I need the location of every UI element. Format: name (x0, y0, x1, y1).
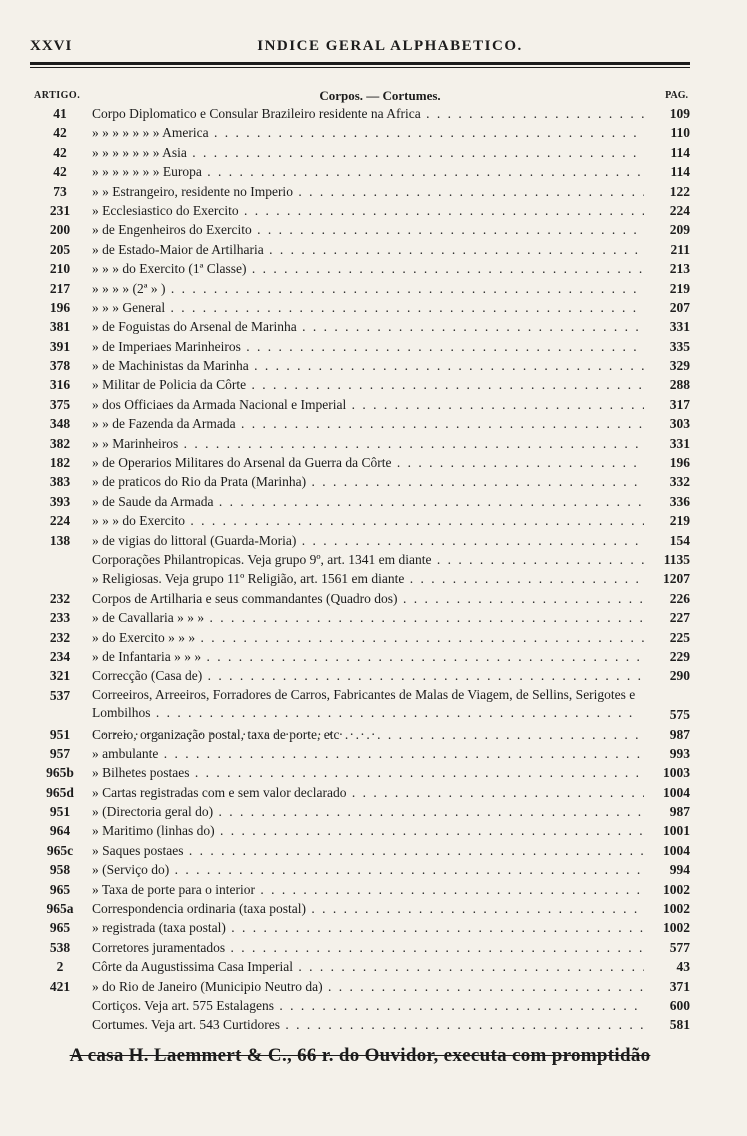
entry-article: 537 (49, 687, 71, 703)
entry-text: Correio, organização postal, taxa de porte, etc . . . (92, 725, 644, 744)
index-entry (30, 492, 690, 511)
entry-text: Correspondencia ordinaria (taxa postal) . . . (92, 899, 644, 918)
entry-text: Correeiros, Arreeiros, Forradores de Carros, Fabricantes de Malas de Viagem, de Sellins, Serigotes e Lombilhos . . . (92, 686, 644, 740)
entry-page: 332 (669, 474, 690, 490)
entry-page: 229 (669, 648, 690, 664)
index-entry (30, 880, 690, 899)
index-entry (30, 143, 690, 162)
entry-text: » ambulante . . . (92, 744, 644, 763)
entry-page: 224 (669, 202, 690, 218)
entry-page: 219 (669, 513, 690, 529)
entry-text: » Saques postaes . . . (92, 841, 644, 860)
index-entry (30, 569, 690, 588)
entry-text: » de Foguistas do Arsenal de Marinha . . . (92, 317, 644, 336)
index-entry (30, 918, 690, 937)
entry-article: 321 (49, 668, 71, 684)
entry-article: 957 (49, 745, 71, 761)
entry-page: 211 (670, 241, 690, 257)
index-entry (30, 763, 690, 782)
index-entry (30, 104, 690, 123)
entry-article: 958 (49, 862, 71, 878)
column-header (30, 88, 690, 104)
entry-text: » Cartas registradas com e sem valor declarado . . . (92, 783, 644, 802)
index-entry (30, 162, 690, 181)
index-entry (30, 783, 690, 802)
entry-page: 1004 (663, 784, 690, 800)
entry-page: 994 (669, 862, 690, 878)
entry-article: 964 (49, 823, 71, 839)
entry-page: 227 (669, 610, 690, 626)
entry-page: 290 (669, 668, 690, 684)
entry-article: 200 (49, 222, 71, 238)
entry-article: 73 (53, 183, 67, 199)
index-entry (30, 337, 690, 356)
entry-article: 231 (49, 202, 71, 218)
entry-page: 581 (669, 1017, 690, 1033)
entry-text: » (Serviço do) . . . (92, 860, 644, 879)
index-entry (30, 725, 690, 744)
entry-article: 965 (49, 920, 71, 936)
index-entry (30, 240, 690, 259)
entry-article: 538 (49, 939, 71, 955)
entry-text: » » » » » » » America . . . (92, 123, 644, 142)
entry-text: » » » » » » » Asia . . . (92, 143, 644, 162)
index-entry (30, 375, 690, 394)
entry-article: 41 (53, 106, 67, 121)
entry-page: 1001 (663, 823, 690, 839)
entry-text: Correcção (Casa de) . . . (92, 666, 644, 685)
index-entry (30, 821, 690, 840)
index-entry (30, 259, 690, 278)
entry-page: 226 (669, 590, 690, 606)
index-entry (30, 511, 690, 530)
entry-page: 109 (669, 106, 690, 121)
entry-article: 421 (49, 978, 71, 994)
index-entry (30, 666, 690, 685)
index-entry (30, 647, 690, 666)
entry-article: 375 (49, 396, 71, 412)
entry-article: 42 (53, 144, 67, 160)
entry-page: 154 (669, 532, 690, 548)
index-entry (30, 201, 690, 220)
index-entry (30, 1015, 690, 1034)
entry-page: 122 (669, 183, 690, 199)
entry-page: 329 (669, 358, 690, 374)
entry-text: » Ecclesiastico do Exercito . . . (92, 201, 644, 220)
entry-article: 138 (49, 532, 71, 548)
entry-article: 965c (46, 842, 74, 858)
entry-article: 381 (49, 319, 71, 335)
index-entry (30, 182, 690, 201)
entry-article: 383 (49, 474, 71, 490)
index-entry (30, 279, 690, 298)
entry-page: 110 (670, 125, 690, 141)
entry-text: Corpo Diplomatico e Consular Brazileiro residente na Africa . . . (92, 104, 644, 123)
entry-page: 600 (669, 997, 690, 1013)
entry-page: 993 (669, 745, 690, 761)
page-number: XXVI (30, 38, 73, 54)
index-entry (30, 434, 690, 453)
index-entry (30, 589, 690, 608)
section-heading: Corpos. — Cortumes. (319, 88, 441, 103)
page-header (30, 36, 690, 60)
entry-text: » Religiosas. Veja grupo 11º Religião, art. 1561 em diante . . . (92, 569, 644, 588)
entry-article: 196 (49, 299, 71, 315)
index-entry (30, 298, 690, 317)
entry-page: 1002 (663, 901, 690, 917)
entry-article: 232 (49, 629, 71, 645)
entry-page: 114 (670, 164, 690, 180)
index-entry (30, 860, 690, 879)
entry-page: 219 (669, 280, 690, 296)
entry-page: 209 (669, 222, 690, 238)
entry-page: 577 (669, 939, 690, 955)
index-entry (30, 531, 690, 550)
entry-text: » » » do Exercito . . . (92, 511, 644, 530)
index-entry (30, 957, 690, 976)
index-entry (30, 472, 690, 491)
index-entry (30, 938, 690, 957)
entry-article: 205 (49, 241, 71, 257)
entry-text: » Maritimo (linhas do) . . . (92, 821, 644, 840)
index-entry (30, 841, 690, 860)
index-entry (30, 744, 690, 763)
entry-text: » Taxa de porte para o interior . . . (92, 880, 644, 899)
entry-text: » de Imperiaes Marinheiros . . . (92, 337, 644, 356)
index-entry (30, 802, 690, 821)
index-entry (30, 453, 690, 472)
entry-article: 951 (49, 726, 71, 742)
entry-page: 1003 (663, 765, 690, 781)
entry-article: 232 (49, 590, 71, 606)
entry-page: 1135 (663, 551, 690, 567)
index-entry (30, 686, 690, 725)
entry-page: 987 (669, 804, 690, 820)
index-entry (30, 996, 690, 1015)
entry-article: 965b (46, 765, 74, 781)
entry-text: » de Infantaria » » » . . . (92, 647, 644, 666)
index-entry (30, 356, 690, 375)
column-article-label: ARTIGO. (34, 90, 81, 101)
entry-article: 42 (53, 164, 67, 180)
entry-text: » do Rio de Janeiro (Municipio Neutro da) . . . (92, 977, 644, 996)
entry-text: Cortiços. Veja art. 575 Estalagens . . . (92, 996, 644, 1015)
entry-article: 965d (46, 784, 74, 800)
entry-text: » de Estado-Maior de Artilharia . . . (92, 240, 644, 259)
header-rule-thick (30, 62, 690, 65)
entry-text: » » » » » » » Europa . . . (92, 162, 644, 181)
entry-page: 331 (669, 435, 690, 451)
entry-article: 2 (56, 959, 64, 975)
entry-text: » registrada (taxa postal) . . . (92, 918, 644, 937)
entry-page: 1002 (663, 920, 690, 936)
entry-article: 233 (49, 610, 71, 626)
column-page-label: PAG. (665, 90, 688, 101)
publisher-footer: A casa H. Laemmert & C., 66 r. do Ouvidor, executa com promptidão (69, 1045, 651, 1066)
entry-text: » do Exercito » » » . . . (92, 628, 644, 647)
entry-article: 234 (49, 648, 71, 664)
index-entry (30, 414, 690, 433)
index-entry (30, 628, 690, 647)
entry-page: 987 (669, 726, 690, 742)
entry-text: » » » » (2ª » ) . . . (92, 279, 644, 298)
entry-page: 207 (669, 299, 690, 315)
entry-text: » de Saude da Armada . . . (92, 492, 644, 511)
page-title: INDICE GERAL ALPHABETICO. (257, 38, 523, 54)
index-entry (30, 608, 690, 627)
entry-page: 303 (669, 416, 690, 432)
entry-page: 288 (669, 377, 690, 393)
entry-text: Corretores juramentados . . . (92, 938, 644, 957)
header-rule-thin (30, 67, 690, 68)
entry-article: 210 (49, 261, 71, 277)
entry-text: » dos Officiaes da Armada Nacional e Imperial . . . (92, 395, 644, 414)
entry-page: 336 (669, 493, 690, 509)
index-entries (30, 104, 690, 1035)
entry-article: 393 (49, 493, 71, 509)
entry-text: Corpos de Artilharia e seus commandantes (Quadro dos) . . . (92, 589, 644, 608)
entry-article: 391 (49, 338, 71, 354)
entry-text: » » » do Exercito (1ª Classe) . . . (92, 259, 644, 278)
entry-article: 224 (49, 513, 71, 529)
entry-page: 371 (669, 978, 690, 994)
entry-page: 225 (669, 629, 690, 645)
index-entry (30, 899, 690, 918)
entry-text: Cortumes. Veja art. 543 Curtidores . . . (92, 1015, 644, 1034)
entry-page: 1002 (663, 881, 690, 897)
entry-text: » de vigias do littoral (Guarda-Moria) . . . (92, 531, 644, 550)
entry-article: 378 (49, 358, 71, 374)
entry-article: 348 (49, 416, 71, 432)
entry-page: 1207 (663, 571, 690, 587)
entry-page: 575 (669, 707, 690, 723)
entry-text: Corporações Philantropicas. Veja grupo 9º, art. 1341 em diante . . . (92, 550, 644, 569)
entry-page: 114 (670, 144, 690, 160)
entry-text: » » » General . . . (92, 298, 644, 317)
index-entry (30, 317, 690, 336)
entry-page: 196 (669, 455, 690, 471)
entry-article: 182 (49, 455, 71, 471)
entry-article: 965 (49, 881, 71, 897)
entry-text: » » Marinheiros . . . (92, 434, 644, 453)
entry-article: 217 (49, 280, 71, 296)
index-entry (30, 220, 690, 239)
entry-text: » Bilhetes postaes . . . (92, 763, 644, 782)
entry-text: » (Directoria geral do) . . . (92, 802, 644, 821)
entry-page: 43 (676, 959, 690, 975)
entry-page: 331 (669, 319, 690, 335)
entry-text: » de Operarios Militares do Arsenal da Guerra da Côrte . . . (92, 453, 644, 472)
entry-page: 1004 (663, 842, 690, 858)
entry-article: 42 (53, 125, 67, 141)
entry-text: » de praticos do Rio da Prata (Marinha) . . . (92, 472, 644, 491)
entry-text: » de Cavallaria » » » . . . (92, 608, 644, 627)
index-entry (30, 123, 690, 142)
entry-text: Côrte da Augustissima Casa Imperial . . . (92, 957, 644, 976)
entry-article: 951 (49, 804, 71, 820)
entry-article: 382 (49, 435, 71, 451)
entry-text: » de Machinistas da Marinha . . . (92, 356, 644, 375)
entry-page: 317 (669, 396, 690, 412)
index-entry (30, 977, 690, 996)
entry-text: » de Engenheiros do Exercito . . . (92, 220, 644, 239)
entry-text: » » Estrangeiro, residente no Imperio . . . (92, 182, 644, 201)
index-entry (30, 395, 690, 414)
entry-page: 335 (669, 338, 690, 354)
index-entry (30, 550, 690, 569)
entry-article: 316 (49, 377, 71, 393)
entry-page: 213 (669, 261, 690, 277)
entry-text: » » de Fazenda da Armada . . . (92, 414, 644, 433)
entry-text: » Militar de Policia da Côrte . . . (92, 375, 644, 394)
entry-article: 965a (46, 901, 74, 917)
